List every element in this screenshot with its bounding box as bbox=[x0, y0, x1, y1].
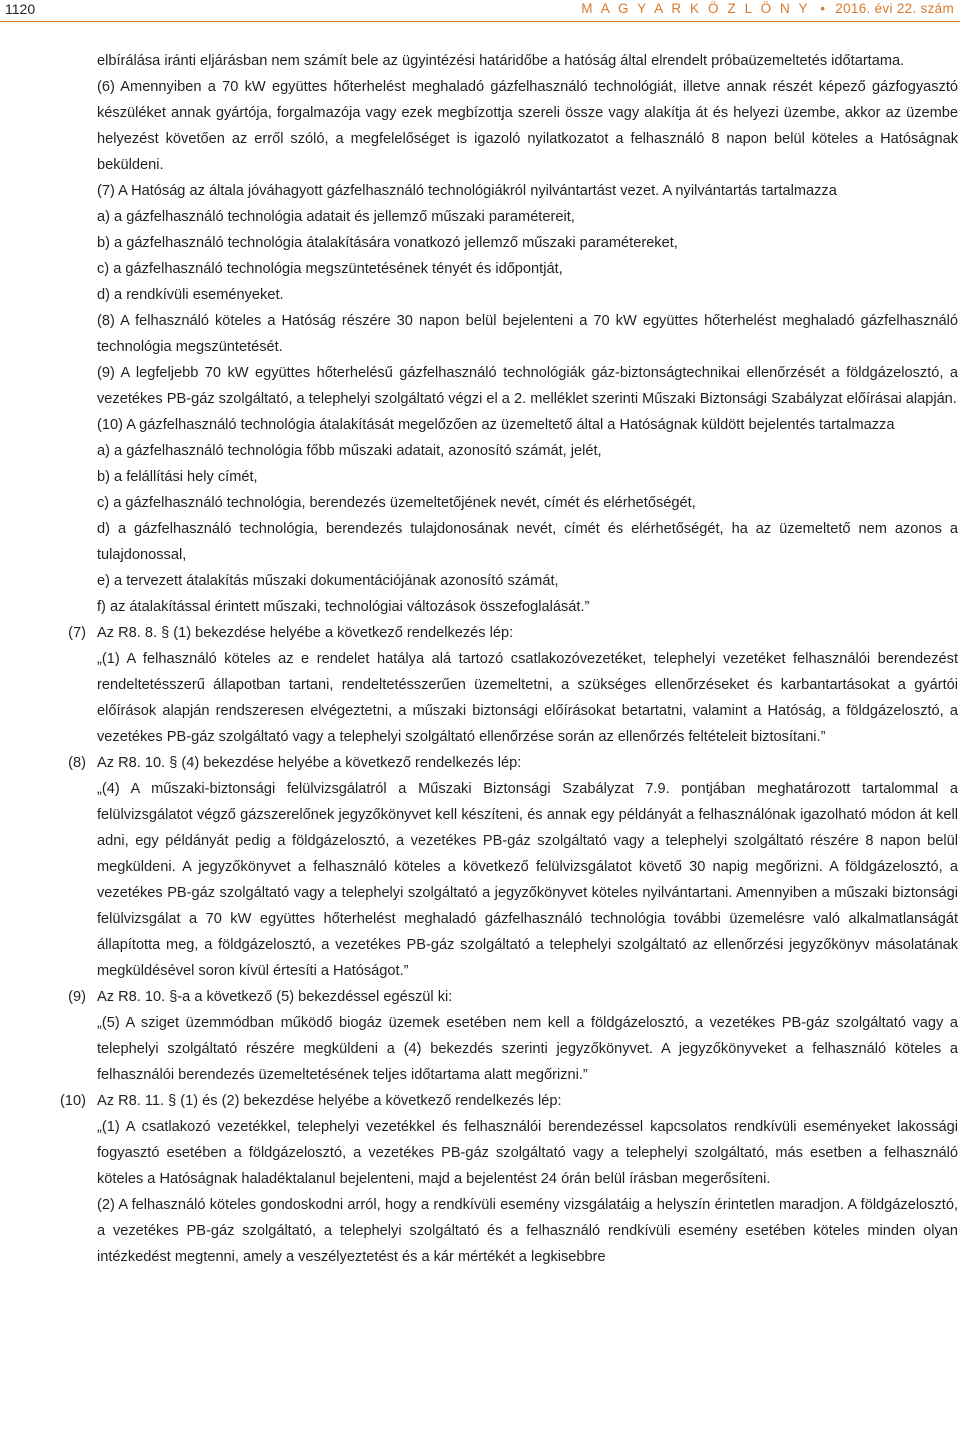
paragraph bbox=[97, 516, 958, 568]
paragraph-text: e) a tervezett átalakítás műszaki dokumentációjának azonosító számát, bbox=[97, 573, 559, 589]
paragraph bbox=[97, 308, 958, 360]
paragraph-text: a) a gázfelhasználó technológia főbb műszaki adatait, azonosító számát, jelét, bbox=[97, 443, 602, 459]
paragraph bbox=[97, 646, 958, 750]
issue-label: 2016. évi 22. szám bbox=[835, 1, 954, 16]
paragraph-text: Az R8. 10. § (4) bekezdése helyébe a következő rendelkezés lép: bbox=[97, 755, 522, 771]
paragraph-text: „(4) A műszaki-biztonsági felülvizsgálatról a Műszaki Biztonsági Szabályzat 7.9. pontjában meghatározott tartalommal a felülvizsgálatot végző gázszerelőnek jegyzőkönyvet kell készíteni, és annak egy példányát a felhasználónak igazolható módon át kell adni, egy példányát pedig a földgázelosztó, a vezetékes PB-gáz szolgáltató vagy a telephelyi szolgáltató részére 8 napon belül megküldeni. A jegyzőkönyvet a felhasználó köteles a következő felülvizsgálatot követő 30 napig megőrizni. A földgázelosztó, a vezetékes PB-gáz szolgáltató vagy a telephelyi szolgáltató a jegyzőkönyvet köteles nyilvántartani. Amennyiben a műszaki biztonsági felülvizsgálat a 70 kW együttes hőterhelést meghaladó gázfelhasználó technológia további üzemelésre való alkalmatlanságát állapította meg, a földgázelosztó, a vezetékes PB-gáz szolgáltató a telephelyi szolgáltató az ellenőrzési jegyzőkönyv másolatának megküldésével soron kívül értesíti a Hatóságot.” bbox=[97, 781, 958, 979]
paragraph bbox=[97, 464, 958, 490]
paragraph-text: b) a felállítási hely címét, bbox=[97, 469, 258, 485]
paragraph bbox=[97, 412, 958, 438]
paragraph-text: (9) A legfeljebb 70 kW együttes hőterhelésű gázfelhasználó technológiák gáz-biztonságtechnikai ellenőrzését a földgázelosztó, a vezetékes PB-gáz szolgáltató, a telephelyi szolgáltató végzi el a 2. melléklet szerinti Műszaki Biztonsági Szabályzat előírásai alapján. bbox=[97, 365, 958, 407]
page-header bbox=[0, 0, 960, 24]
paragraph bbox=[97, 568, 958, 594]
amendment-point bbox=[68, 620, 958, 646]
journal-title: M A G Y A R K Ö Z L Ö N Y bbox=[581, 1, 811, 16]
paragraph bbox=[97, 1010, 958, 1088]
paragraph bbox=[97, 230, 958, 256]
paragraph-text: (6) Amennyiben a 70 kW együttes hőterhelést meghaladó gázfelhasználó technológiát, illetve annak részét képező gázfogyasztó készüléket annak gyártója, forgalmazója vagy ezek megbízottja szereli össze vagy alakítja át és helyezi üzembe, akkor az üzembe helyezést követően az erről szóló, a megfelelőséget is igazoló nyilatkozatot a felhasználó 8 napon belül köteles a Hatóságnak beküldeni. bbox=[97, 79, 958, 173]
journal-masthead bbox=[581, 1, 954, 16]
paragraph-text: Az R8. 11. § (1) és (2) bekezdése helyébe a következő rendelkezés lép: bbox=[97, 1093, 562, 1109]
paragraph-text: Az R8. 10. §-a a következő (5) bekezdéssel egészül ki: bbox=[97, 989, 453, 1005]
paragraph-text: „(5) A sziget üzemmódban működő biogáz üzemek esetében nem kell a földgázelosztó, a vezetékes PB-gáz szolgáltató vagy a telephelyi szolgáltató részére megküldeni a (4) bekezdés szerinti jegyzőkönyvet. A jegyzőkönyveket a felhasználó köteles a felhasználói berendezés üzemeltetésének teljes időtartama alatt megőrizni.” bbox=[97, 1015, 958, 1083]
amendment-point bbox=[68, 750, 958, 776]
paragraph bbox=[97, 490, 958, 516]
paragraph-text: (2) A felhasználó köteles gondoskodni arról, hogy a rendkívüli esemény vizsgálatáig a helyszín érintetlen maradjon. A földgázelosztó, a vezetékes PB-gáz szolgáltató, a telephelyi szolgáltató és a felhasználó rendkívüli esemény esetében köteles minden olyan intézkedést megtenni, amely a veszélyeztetést és a kár mértékét a legkisebbre bbox=[97, 1197, 958, 1265]
paragraph-text: „(1) A felhasználó köteles az e rendelet hatálya alá tartozó csatlakozóvezetéket, telephelyi vezetéket felhasználói berendezést rendeltetésszerű állapotban tartani, rendeltetésszerűen üzemeltetni, a szükséges ellenőrzéseket és karbantartásokat a gyártói előírások alapján rendszeresen elvégeztetni, a műszaki biztonsági előírásokat betartatni, valamint a Hatóság, a földgázelosztó, a vezetékes PB-gáz szolgáltató vagy a telephelyi szolgáltató ellenőrzése során az ellenőrzés feltételeit biztosítani.” bbox=[97, 651, 958, 745]
paragraph bbox=[97, 178, 958, 204]
paragraph-text: c) a gázfelhasználó technológia megszüntetésének tényét és időpontját, bbox=[97, 261, 563, 277]
paragraph bbox=[97, 204, 958, 230]
paragraph bbox=[97, 776, 958, 984]
page-number: 1120 bbox=[5, 1, 36, 17]
paragraph bbox=[97, 256, 958, 282]
point-number: (10) bbox=[60, 1093, 86, 1109]
paragraph bbox=[97, 1192, 958, 1270]
paragraph-text: c) a gázfelhasználó technológia, berendezés üzemeltetőjének nevét, címét és elérhetőségét, bbox=[97, 495, 696, 511]
paragraph bbox=[97, 594, 958, 620]
paragraph-text: b) a gázfelhasználó technológia átalakítására vonatkozó jellemző műszaki paramétereket, bbox=[97, 235, 678, 251]
paragraph bbox=[97, 360, 958, 412]
document-body bbox=[0, 48, 960, 1270]
paragraph bbox=[97, 438, 958, 464]
amendment-point bbox=[60, 1088, 958, 1114]
paragraph-text: d) a gázfelhasználó technológia, berendezés tulajdonosának nevét, címét és elérhetőségét, ha az üzemeltető nem azonos a tulajdonossal, bbox=[97, 521, 958, 563]
amendment-point bbox=[68, 984, 958, 1010]
paragraph bbox=[97, 74, 958, 178]
paragraph bbox=[97, 1114, 958, 1192]
point-number: (7) bbox=[68, 625, 86, 641]
paragraph-text: (8) A felhasználó köteles a Hatóság részére 30 napon belül bejelenteni a 70 kW együttes hőterhelést meghaladó gázfelhasználó technológia megszüntetését. bbox=[97, 313, 958, 355]
paragraph-text: (7) A Hatóság az általa jóváhagyott gázfelhasználó technológiákról nyilvántartást vezet. A nyilvántartás tartalmazza bbox=[97, 183, 837, 199]
paragraph-text: elbírálása iránti eljárásban nem számít bele az ügyintézési határidőbe a hatóság által elrendelt próbaüzemeltetés időtartama. bbox=[97, 53, 905, 69]
header-rule bbox=[0, 21, 960, 22]
masthead-separator: • bbox=[820, 1, 826, 16]
paragraph-text: d) a rendkívüli eseményeket. bbox=[97, 287, 284, 303]
paragraph-text: „(1) A csatlakozó vezetékkel, telephelyi vezetékkel és felhasználói berendezéssel kapcsolatos rendkívüli eseményeket lakossági fogyasztó esetében a földgázelosztó, a vezetékes PB-gáz szolgáltató vagy a telephelyi szolgáltató, más esetben a felhasználó köteles a Hatóságnak haladéktalanul bejelenteni, majd a bejelentést 24 órán belül írásban megerősíteni. bbox=[97, 1119, 958, 1187]
point-number: (8) bbox=[68, 755, 86, 771]
paragraph-text: Az R8. 8. § (1) bekezdése helyébe a következő rendelkezés lép: bbox=[97, 625, 514, 641]
paragraph bbox=[97, 48, 958, 74]
paragraph-text: a) a gázfelhasználó technológia adatait és jellemző műszaki paramétereit, bbox=[97, 209, 575, 225]
paragraph-text: (10) A gázfelhasználó technológia átalakítását megelőzően az üzemeltető által a Hatóságnak küldött bejelentés tartalmazza bbox=[97, 417, 895, 433]
point-number: (9) bbox=[68, 989, 86, 1005]
paragraph-text: f) az átalakítással érintett műszaki, technológiai változások összefoglalását.” bbox=[97, 599, 590, 615]
paragraph bbox=[97, 282, 958, 308]
